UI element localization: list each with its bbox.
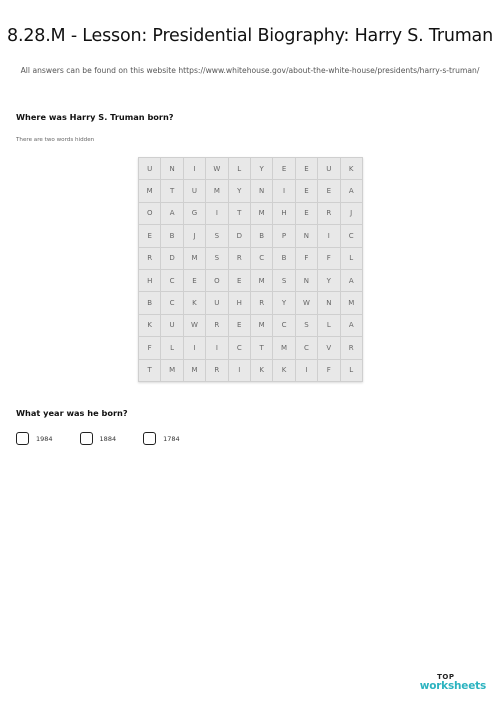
grid-cell[interactable]: M <box>184 248 206 270</box>
grid-cell[interactable]: T <box>229 203 251 225</box>
grid-cell[interactable]: N <box>318 292 340 314</box>
option-1984[interactable] <box>16 432 53 445</box>
grid-cell[interactable]: B <box>161 225 183 247</box>
grid-cell[interactable]: T <box>251 337 273 359</box>
grid-cell[interactable]: R <box>341 337 363 359</box>
grid-cell[interactable]: M <box>273 337 295 359</box>
word-search-grid[interactable] <box>138 157 363 382</box>
grid-cell[interactable]: D <box>229 225 251 247</box>
grid-cell[interactable]: L <box>341 248 363 270</box>
grid-cell[interactable]: S <box>273 270 295 292</box>
grid-cell[interactable]: L <box>229 158 251 180</box>
grid-cell[interactable]: M <box>251 315 273 337</box>
logo-bottom-text: worksheets <box>419 679 486 692</box>
grid-cell[interactable]: L <box>161 337 183 359</box>
grid-cell[interactable]: C <box>296 337 318 359</box>
checkbox-1884[interactable] <box>80 432 93 445</box>
grid-cell[interactable]: B <box>273 248 295 270</box>
grid-cell[interactable]: S <box>296 315 318 337</box>
page-title: 8.28.M - Lesson: Presidential Biography: Harry S. Truman <box>7 26 493 46</box>
grid-cell[interactable]: M <box>139 180 161 202</box>
grid-cell[interactable]: F <box>296 248 318 270</box>
grid-cell[interactable]: N <box>251 180 273 202</box>
grid-cell[interactable]: U <box>139 158 161 180</box>
grid-cell[interactable]: L <box>341 360 363 382</box>
grid-cell[interactable]: K <box>341 158 363 180</box>
grid-cell[interactable]: F <box>318 360 340 382</box>
grid-cell[interactable]: K <box>139 315 161 337</box>
grid-cell[interactable]: H <box>139 270 161 292</box>
grid-cell[interactable]: F <box>139 337 161 359</box>
grid-cell[interactable]: J <box>184 225 206 247</box>
grid-cell[interactable]: G <box>184 203 206 225</box>
grid-cell[interactable]: M <box>184 360 206 382</box>
grid-cell[interactable]: C <box>273 315 295 337</box>
grid-cell[interactable]: H <box>273 203 295 225</box>
grid-cell[interactable]: D <box>161 248 183 270</box>
grid-cell[interactable]: I <box>273 180 295 202</box>
grid-cell[interactable]: R <box>251 292 273 314</box>
option-label-1984: 1984 <box>36 434 53 443</box>
grid-cell[interactable]: N <box>296 270 318 292</box>
grid-cell[interactable]: K <box>184 292 206 314</box>
grid-cell[interactable]: Y <box>273 292 295 314</box>
grid-cell[interactable]: R <box>206 360 228 382</box>
question-1-prompt: Where was Harry S. Truman born? <box>16 112 174 122</box>
grid-cell[interactable]: W <box>206 158 228 180</box>
checkbox-1984[interactable] <box>16 432 29 445</box>
grid-cell[interactable]: W <box>184 315 206 337</box>
grid-cell[interactable]: U <box>318 158 340 180</box>
grid-cell[interactable]: J <box>341 203 363 225</box>
question-1-hint: There are two words hidden <box>16 137 95 143</box>
grid-cell[interactable]: C <box>161 292 183 314</box>
grid-cell[interactable]: I <box>184 337 206 359</box>
grid-cell[interactable]: I <box>296 360 318 382</box>
grid-cell[interactable]: M <box>341 292 363 314</box>
grid-cell[interactable]: Y <box>229 180 251 202</box>
logo-top-text: TOP <box>437 672 455 681</box>
grid-cell[interactable]: S <box>206 225 228 247</box>
grid-cell[interactable]: P <box>273 225 295 247</box>
question-2-prompt: What year was he born? <box>16 408 128 418</box>
grid-cell[interactable]: R <box>229 248 251 270</box>
checkbox-1784[interactable] <box>143 432 156 445</box>
grid-cell[interactable]: B <box>139 292 161 314</box>
grid-cell[interactable]: V <box>318 337 340 359</box>
grid-cell[interactable]: O <box>206 270 228 292</box>
grid-cell[interactable]: K <box>273 360 295 382</box>
grid-cell[interactable]: F <box>318 248 340 270</box>
grid-cell[interactable]: Y <box>251 158 273 180</box>
grid-cell[interactable]: U <box>206 292 228 314</box>
grid-cell[interactable]: R <box>139 248 161 270</box>
grid-cell[interactable]: C <box>341 225 363 247</box>
grid-cell[interactable]: C <box>251 248 273 270</box>
option-label-1884: 1884 <box>99 434 117 443</box>
question-2-options <box>16 432 207 445</box>
grid-cell[interactable]: I <box>318 225 340 247</box>
grid-cell[interactable]: E <box>184 270 206 292</box>
grid-cell[interactable]: I <box>206 203 228 225</box>
option-1884[interactable] <box>80 432 117 445</box>
grid-cell[interactable]: A <box>341 270 363 292</box>
grid-cell[interactable]: E <box>229 315 251 337</box>
grid-cell[interactable]: E <box>139 225 161 247</box>
grid-cell[interactable]: N <box>161 158 183 180</box>
grid-cell[interactable]: H <box>229 292 251 314</box>
grid-cell[interactable]: I <box>206 337 228 359</box>
grid-cell[interactable]: C <box>229 337 251 359</box>
grid-cell[interactable]: L <box>318 315 340 337</box>
grid-cell[interactable]: O <box>139 203 161 225</box>
grid-cell[interactable]: S <box>206 248 228 270</box>
grid-cell[interactable]: I <box>229 360 251 382</box>
grid-cell[interactable]: E <box>296 180 318 202</box>
grid-cell[interactable]: M <box>161 360 183 382</box>
grid-cell[interactable]: R <box>318 203 340 225</box>
option-label-1784: 1784 <box>163 434 180 443</box>
grid-cell[interactable]: C <box>161 270 183 292</box>
grid-cell[interactable]: E <box>296 158 318 180</box>
grid-cell[interactable]: M <box>251 270 273 292</box>
grid-cell[interactable]: N <box>296 225 318 247</box>
grid-cell[interactable]: M <box>251 203 273 225</box>
topworksheets-logo <box>420 674 486 692</box>
grid-cell[interactable]: U <box>184 180 206 202</box>
grid-cell[interactable]: K <box>251 360 273 382</box>
grid-cell[interactable]: A <box>161 203 183 225</box>
grid-cell[interactable]: I <box>184 158 206 180</box>
grid-cell[interactable]: U <box>161 315 183 337</box>
grid-cell[interactable]: T <box>161 180 183 202</box>
grid-cell[interactable]: E <box>273 158 295 180</box>
option-1784[interactable] <box>143 432 180 445</box>
grid-cell[interactable]: T <box>139 360 161 382</box>
grid-cell[interactable]: M <box>206 180 228 202</box>
grid-cell[interactable]: B <box>251 225 273 247</box>
grid-cell[interactable]: R <box>206 315 228 337</box>
grid-cell[interactable]: Y <box>318 270 340 292</box>
grid-cell[interactable]: E <box>296 203 318 225</box>
grid-cell[interactable]: A <box>341 315 363 337</box>
grid-cell[interactable]: W <box>296 292 318 314</box>
grid-cell[interactable]: E <box>318 180 340 202</box>
instructions-text: All answers can be found on this website https://www.whitehouse.gov/about-the-white-house/presidents/harry-s-truman/ <box>20 66 480 75</box>
grid-cell[interactable]: E <box>229 270 251 292</box>
grid-cell[interactable]: A <box>341 180 363 202</box>
